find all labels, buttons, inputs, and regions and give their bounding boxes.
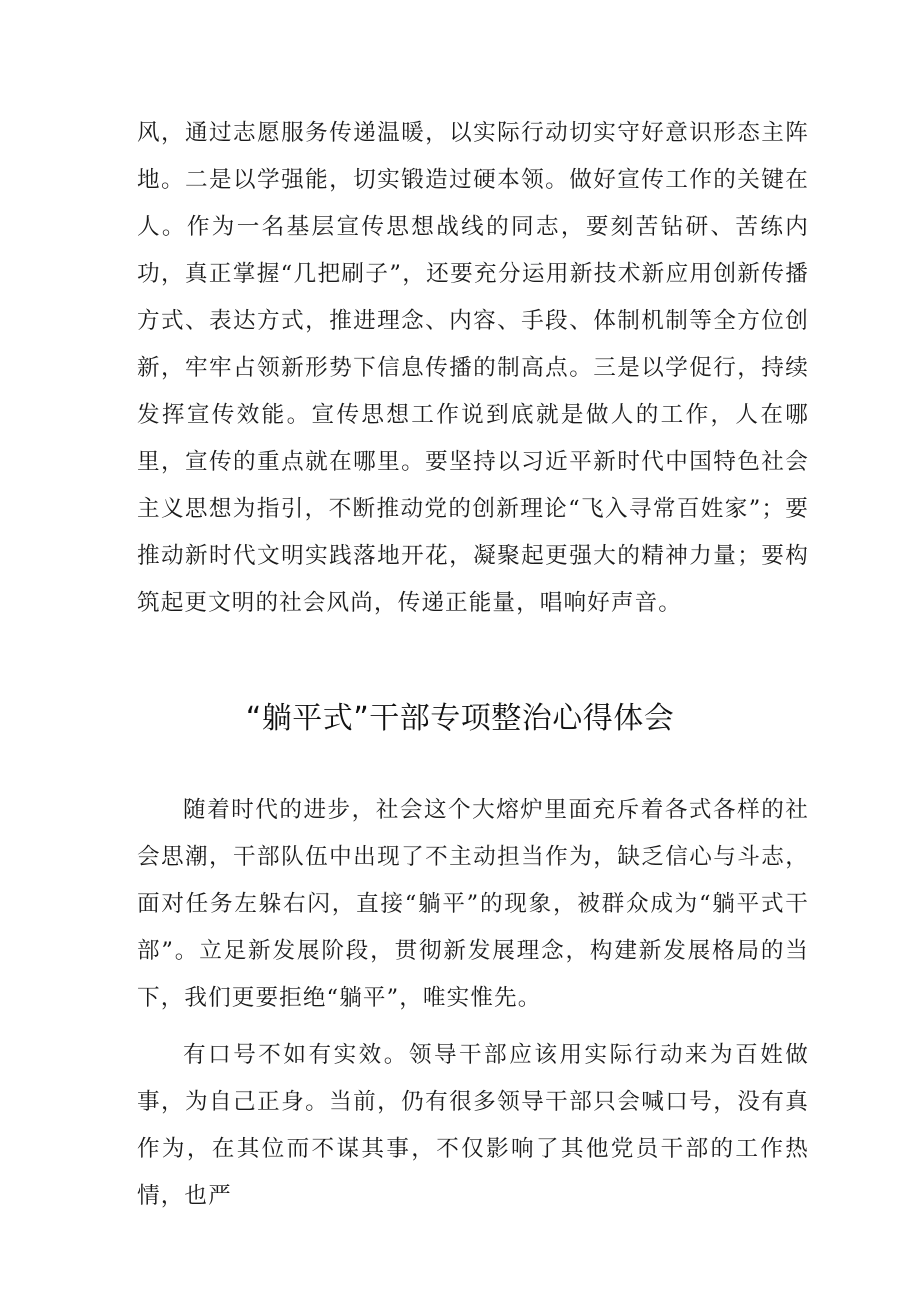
continued-paragraph: 风，通过志愿服务传递温暖，以实际行动切实守好意识形态主阵地。二是以学强能，切实锻造过硬本领。做好宣传工作的关键在人。作为一名基层宣传思想战线的同志，要刻苦钻研、苦练内功，真正掌握“几把刷子”，还要充分运用新技术新应用创新传播方式、表达方式，推进理念、内容、手段、体制机制等全方位创新，牢牢占领新形势下信息传播的制高点。三是以学促行，持续发挥宣传效能。宣传思想工作说到底就是做人的工作，人在哪里，宣传的重点就在哪里。要坚持以习近平新时代中国特色社会主义思想为指引，不断推动党的创新理论“飞入寻常百姓家”；要推动新时代文明实践落地开花，凝聚起更强大的精神力量；要构筑起更文明的社会风尚，传递正能量，唱响好声音。 [137,120,809,616]
body-paragraph-1: 随着时代的进步，社会这个大熔炉里面充斥着各式各样的社会思潮，干部队伍中出现了不主动担当作为，缺乏信心与斗志，面对任务左躲右闪，直接“躺平”的现象，被群众成为“躺平式干部”。立足新发展阶段，贯彻新发展理念，构建新发展格局的当下，我们更要拒绝“躺平”，唯实惟先。 [137,797,809,1011]
body-paragraph-2: 有口号不如有实效。领导干部应该用实际行动来为百姓做事，为自己正身。当前，仍有很多领导干部只会喊口号，没有真作为，在其位而不谋其事，不仅影响了其他党员干部的工作热情，也严 [137,1042,809,1209]
section-title: “躺平式”干部专项整治心得体会 [245,701,675,736]
